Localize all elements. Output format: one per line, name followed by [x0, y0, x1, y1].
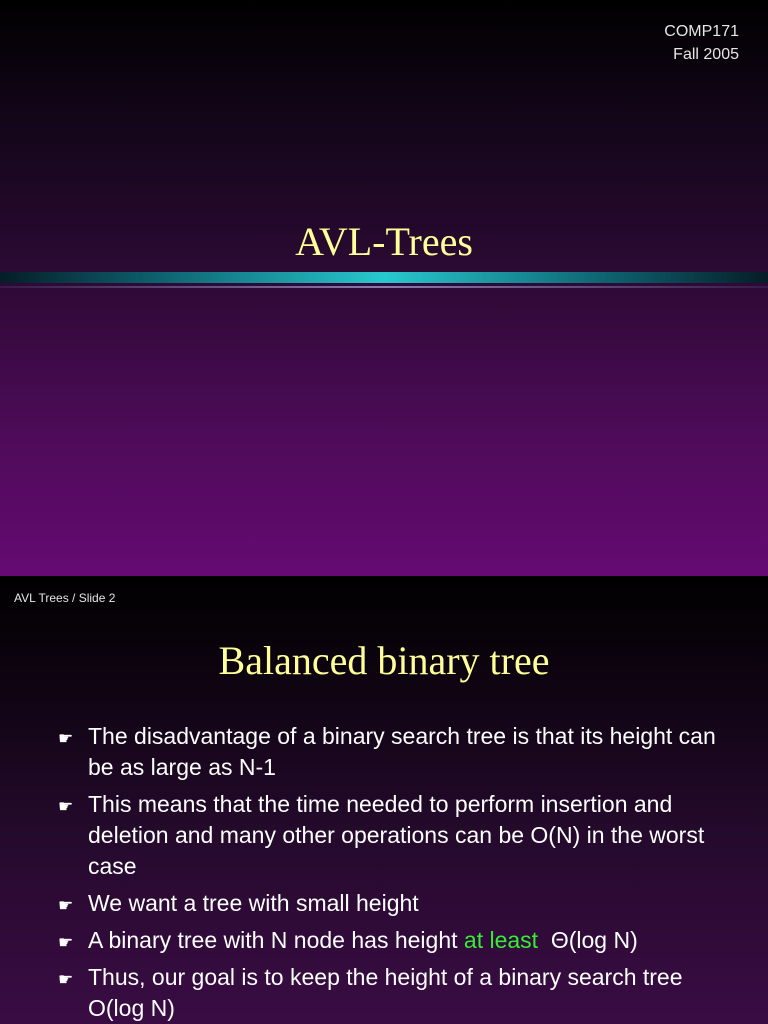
course-code: COMP171: [664, 23, 739, 40]
pointing-hand-icon: ☛: [58, 970, 74, 989]
pointing-hand-icon: ☛: [58, 729, 74, 748]
bullet-item: [0, 888, 768, 919]
bullet-text: We want a tree with small height: [88, 890, 419, 916]
bullet-item: [0, 925, 768, 956]
pointing-hand-icon: ☛: [58, 797, 74, 816]
bullet-item: [0, 721, 768, 783]
bullet-list: [0, 721, 768, 1024]
bullet-item: [0, 962, 768, 1024]
bullet-text: This means that the time needed to perform insertion and deletion and many other operations can be O(N) in the worst case: [88, 791, 705, 879]
slide-2: [0, 576, 768, 1024]
bullet-text-before: A binary tree with N node has height: [88, 927, 464, 953]
pointing-hand-icon: ☛: [58, 896, 74, 915]
title-divider-thin: [0, 286, 768, 288]
course-term: Fall 2005: [673, 46, 739, 63]
bullet-item: [0, 789, 768, 882]
slide-title: AVL-Trees: [295, 219, 473, 264]
bullet-text: Thus, our goal is to keep the height of a binary search tree O(log N): [88, 964, 683, 1021]
slide-label: AVL Trees / Slide 2: [14, 591, 116, 605]
slide-title: Balanced binary tree: [218, 638, 550, 683]
bullet-text: The disadvantage of a binary search tree is that its height can be as large as N-1: [88, 723, 716, 780]
course-info: [664, 20, 739, 66]
title-divider: [0, 272, 768, 283]
bullet-text-after: Θ(log N): [538, 927, 638, 953]
pointing-hand-icon: ☛: [58, 933, 74, 952]
bullet-highlight: at least: [463, 927, 539, 953]
